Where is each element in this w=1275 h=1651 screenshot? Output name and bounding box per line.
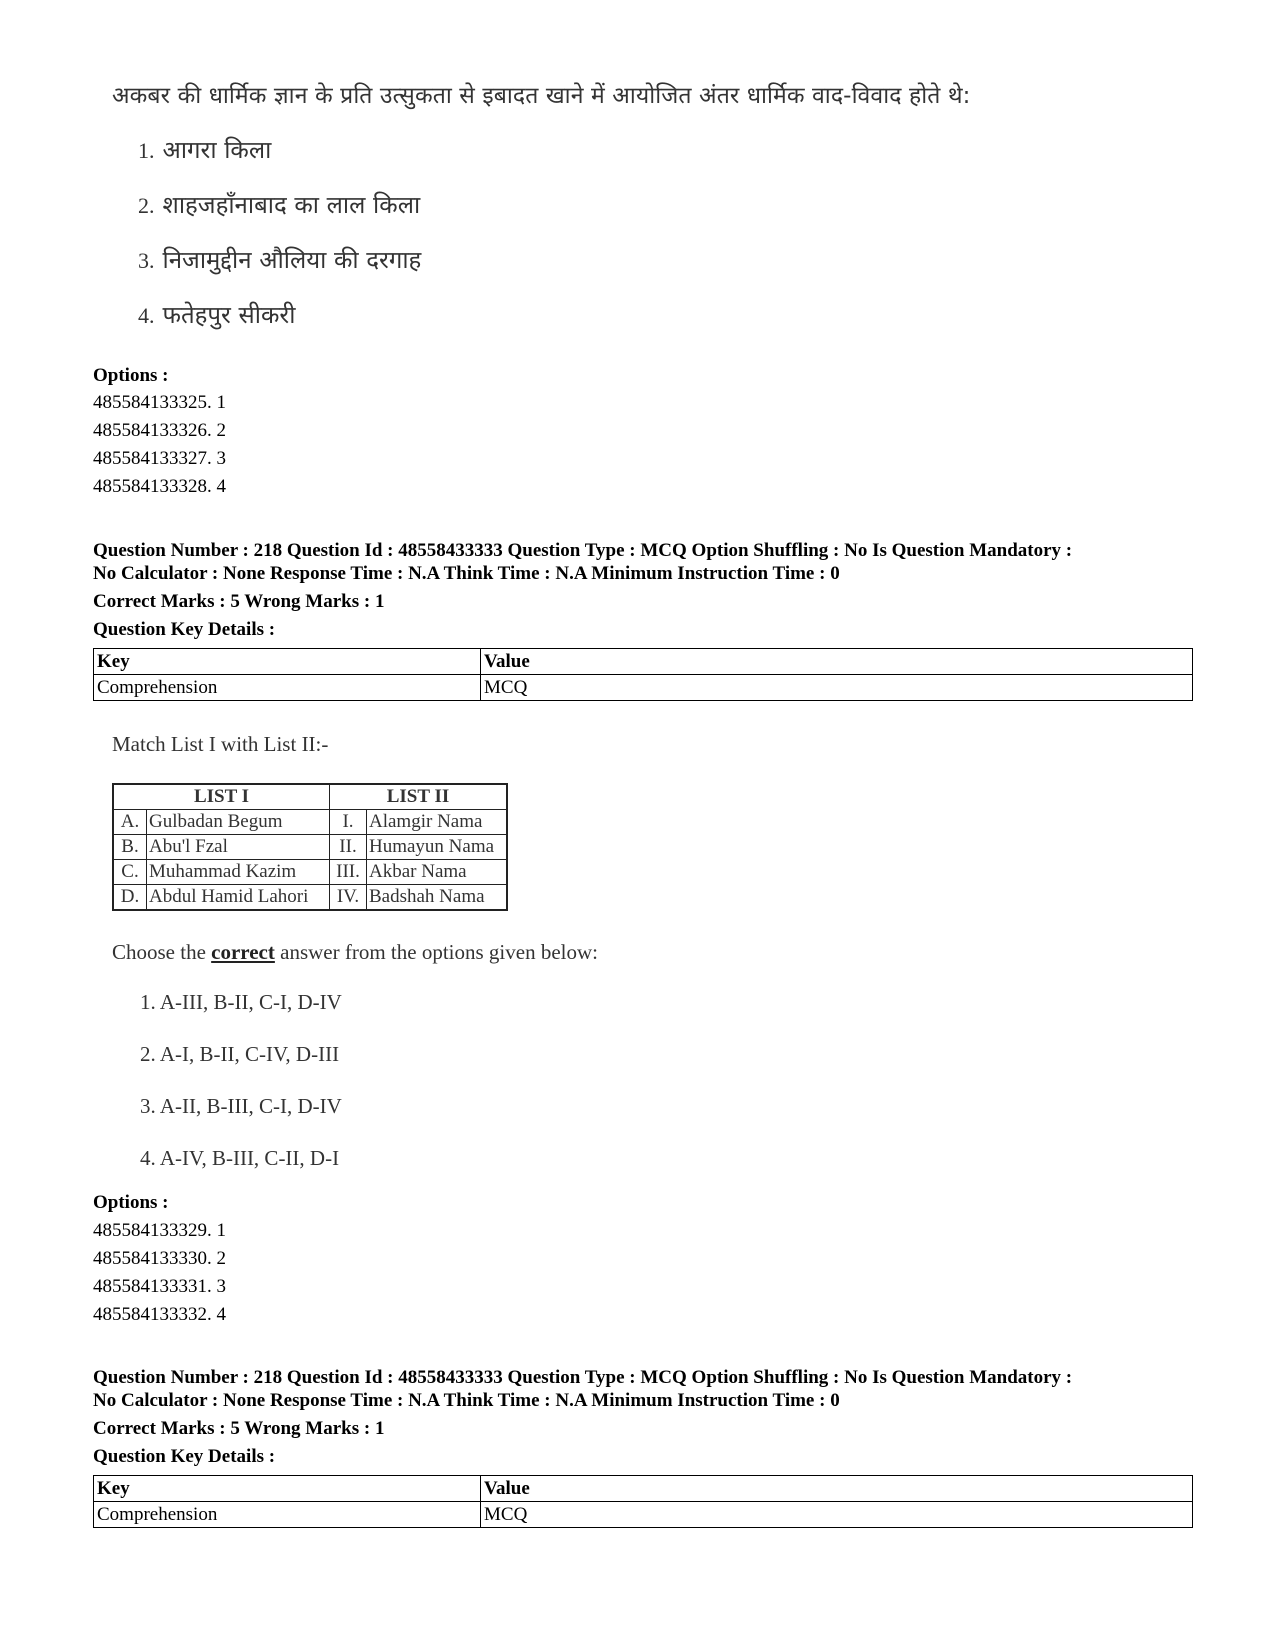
item-number: 3.: [138, 248, 155, 273]
option-line: 485584133332. 4: [93, 1304, 226, 1325]
table-row: [113, 810, 507, 835]
match-stem: Match List I with List II:-: [112, 732, 329, 756]
list-i-value: Abdul Hamid Lahori: [147, 885, 330, 911]
table-row: [94, 675, 1193, 701]
answer-choice: 2. A-I, B-II, C-IV, D-III: [140, 1042, 340, 1066]
table-cell-value: MCQ: [481, 1502, 1193, 1528]
list-i-label: C.: [113, 860, 147, 885]
option-line: 485584133326. 2: [93, 420, 226, 441]
table-header-key: Key: [94, 649, 481, 675]
marks-line: Correct Marks : 5 Wrong Marks : 1: [93, 1418, 385, 1439]
choose-instruction: [112, 940, 598, 965]
list-ii-value: Akbar Nama: [367, 860, 508, 885]
list-ii-value: Humayun Nama: [367, 835, 508, 860]
option-line: 485584133325. 1: [93, 392, 226, 413]
list-ii-label: II.: [330, 835, 367, 860]
table-cell-key: Comprehension: [94, 1502, 481, 1528]
answer-choice: 4. A-IV, B-III, C-II, D-I: [140, 1146, 340, 1170]
table-row: [113, 784, 507, 810]
table-header-key: Key: [94, 1476, 481, 1502]
item-text: फतेहपुर सीकरी: [162, 301, 296, 329]
table-row: [94, 1476, 1193, 1502]
hindi-option-item: [138, 298, 295, 331]
hindi-option-item: [138, 243, 421, 276]
answer-choice: 1. A-III, B-II, C-I, D-IV: [140, 990, 342, 1014]
item-text: आगरा किला: [162, 136, 272, 164]
table-row: [94, 1502, 1193, 1528]
item-text: निजामुद्दीन औलिया की दरगाह: [162, 246, 422, 274]
table-header-value: Value: [481, 1476, 1193, 1502]
answer-choice: 3. A-II, B-III, C-I, D-IV: [140, 1094, 342, 1118]
table-header-value: Value: [481, 649, 1193, 675]
choose-bold: correct: [211, 940, 275, 964]
options-label: Options :: [93, 365, 169, 386]
list-i-value: Muhammad Kazim: [147, 860, 330, 885]
list-i-label: B.: [113, 835, 147, 860]
question-meta-line: No Calculator : None Response Time : N.A Think Time : N.A Minimum Instruction Time : 0: [93, 1390, 840, 1411]
list-ii-label: IV.: [330, 885, 367, 911]
list-i-value: Abu'l Fzal: [147, 835, 330, 860]
question-meta-line: No Calculator : None Response Time : N.A Think Time : N.A Minimum Instruction Time : 0: [93, 563, 840, 584]
option-line: 485584133328. 4: [93, 476, 226, 497]
key-details-label: Question Key Details :: [93, 619, 276, 640]
list-i-value: Gulbadan Begum: [147, 810, 330, 835]
hindi-option-item: [138, 133, 271, 166]
table-row: [113, 835, 507, 860]
option-line: 485584133329. 1: [93, 1220, 226, 1241]
table-cell-value: MCQ: [481, 675, 1193, 701]
table-row: [94, 649, 1193, 675]
choose-post: answer from the options given below:: [274, 940, 598, 964]
table-cell-key: Comprehension: [94, 675, 481, 701]
list-i-label: A.: [113, 810, 147, 835]
table-row: [113, 860, 507, 885]
key-details-table: [93, 1475, 1193, 1528]
key-details-table: [93, 648, 1193, 701]
option-line: 485584133331. 3: [93, 1276, 226, 1297]
item-number: 2.: [138, 193, 155, 218]
list-ii-label: I.: [330, 810, 367, 835]
list-ii-label: III.: [330, 860, 367, 885]
item-text: शाहजहाँनाबाद का लाल किला: [162, 191, 421, 219]
option-line: 485584133327. 3: [93, 448, 226, 469]
table-row: [113, 885, 507, 911]
list-ii-value: Badshah Nama: [367, 885, 508, 911]
list-ii-value: Alamgir Nama: [367, 810, 508, 835]
question-meta-line: Question Number : 218 Question Id : 48558433333 Question Type : MCQ Option Shuffling : No Is Question Mandatory :: [93, 1367, 1073, 1388]
item-number: 4.: [138, 303, 155, 328]
choose-pre: Choose the: [112, 940, 212, 964]
marks-line: Correct Marks : 5 Wrong Marks : 1: [93, 591, 385, 612]
question-stem-hindi: अकबर की धार्मिक ज्ञान के प्रति उत्सुकता से इबादत खाने में आयोजित अंतर धार्मिक वाद-विवाद होते थे:: [112, 83, 971, 109]
list-i-header: LIST I: [113, 784, 330, 810]
hindi-option-item: [138, 188, 420, 221]
key-details-label: Question Key Details :: [93, 1446, 276, 1467]
match-list-table: [112, 783, 508, 911]
options-label: Options :: [93, 1192, 169, 1213]
list-ii-header: LIST II: [330, 784, 508, 810]
question-meta-line: Question Number : 218 Question Id : 48558433333 Question Type : MCQ Option Shuffling : No Is Question Mandatory :: [93, 540, 1073, 561]
item-number: 1.: [138, 138, 155, 163]
list-i-label: D.: [113, 885, 147, 911]
option-line: 485584133330. 2: [93, 1248, 226, 1269]
